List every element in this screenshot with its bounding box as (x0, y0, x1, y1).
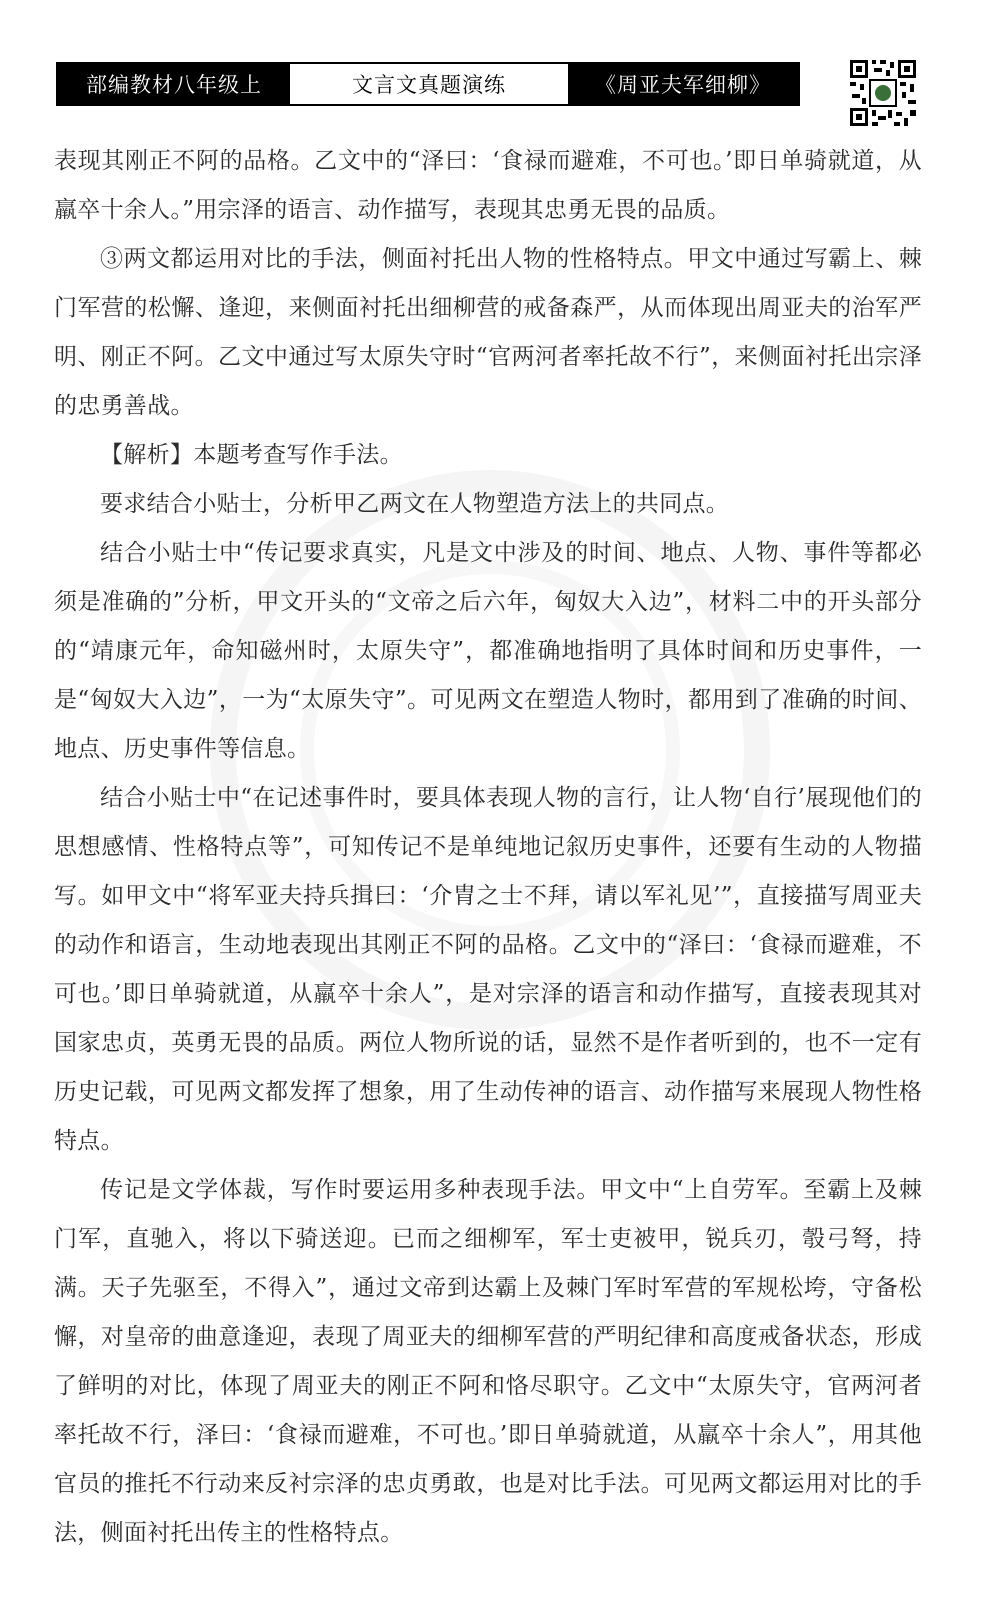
paragraph-point-3: ③两文都运用对比的手法，侧面衬托出人物的性格特点。甲文中通过写霸上、棘门军营的松懈、逢迎，来侧面衬托出细柳营的戒备森严，从而体现出周亚夫的治军严明、刚正不阿。乙文中通过写太原失守时“官两河者率托故不行”，来侧面衬托出宗泽的忠勇善战。 (54, 246, 922, 419)
document-body (54, 137, 922, 1558)
header-bar (56, 62, 800, 106)
header-title-label: 《周亚夫军细柳》 (568, 64, 798, 104)
paragraph-accuracy: 结合小贴士中“传记要求真实，凡是文中涉及的时间、地点、人物、事件等都必须是准确的”分析，甲文开头的“文帝之后六年，匈奴大入边”，材料二中的开头部分的“靖康元年，命知磁州时，太原失守”，都准确地指明了具体时间和历史事件，一是“匈奴大入边”，一为“太原失守”。可见两文在塑造人物时，都用到了准确的时间、地点、历史事件等信息。 (54, 540, 922, 762)
header-grade-label: 部编教材八年级上 (58, 64, 290, 104)
paragraph-analysis-heading: 【解析】本题考查写作手法。 (100, 442, 403, 468)
header-section-label: 文言文真题演练 (290, 64, 568, 104)
paragraph-continuation: 表现其刚正不阿的品格。乙文中的“泽曰：‘食禄而避难，不可也。’即日单骑就道，从羸卒十余人。”用宗泽的语言、动作描写，表现其忠勇无畏的品质。 (54, 148, 922, 223)
qr-code-icon[interactable] (848, 58, 918, 128)
paragraph-contrast: 传记是文学体裁，写作时要运用多种表现手法。甲文中“上自劳军。至霸上及棘门军，直驰入，将以下骑送迎。已而之细柳军，军士吏被甲，锐兵刃，彀弓弩，持满。天子先驱至，不得入”，通过文帝到达霸上及棘门军时军营的军规松垮，守备松懈，对皇帝的曲意逢迎，表现了周亚夫的细柳军营的严明纪律和高度戒备状态，形成了鲜明的对比，体现了周亚夫的刚正不阿和恪尽职守。乙文中“太原失守，官两河者率托故不行，泽曰：‘食禄而避难，不可也。’即日单骑就道，从羸卒十余人”，用其他官员的推托不行动来反衬宗泽的忠贞勇敢，也是对比手法。可见两文都运用对比的手法，侧面衬托出传主的性格特点。 (54, 1177, 922, 1546)
paragraph-description: 结合小贴士中“在记述事件时，要具体表现人物的言行，让人物‘自行’展现他们的思想感情、性格特点等”，可知传记不是单纯地记叙历史事件，还要有生动的人物描写。如甲文中“将军亚夫持兵揖曰：‘介胄之士不拜，请以军礼见’”，直接描写周亚夫的动作和语言，生动地表现出其刚正不阿的品格。乙文中的“泽曰：‘食禄而避难，不可也。’即日单骑就道，从羸卒十余人”，是对宗泽的语言和动作描写，直接表现其对国家忠贞，英勇无畏的品质。两位人物所说的话，显然不是作者听到的，也不一定有历史记载，可见两文都发挥了想象，用了生动传神的语言、动作描写来展现人物性格特点。 (54, 785, 922, 1154)
paragraph-requirement: 要求结合小贴士，分析甲乙两文在人物塑造方法上的共同点。 (100, 491, 730, 517)
